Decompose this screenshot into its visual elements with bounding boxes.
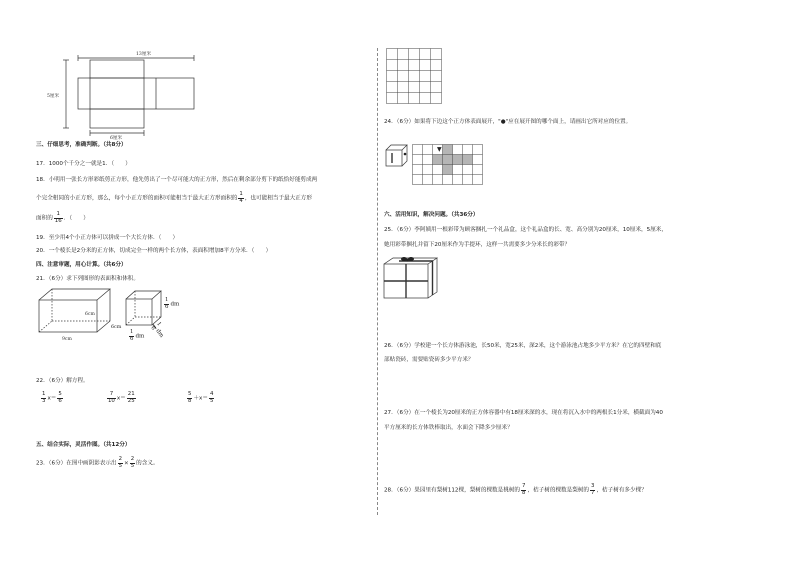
q28-text: 28．（6分）果园里有梨树112棵，梨树的棵数是桃树的 $\frac{7}{8}$ ，桔子树的棵数是梨树的 $\frac{3}{7}$ ，桔子树有多少棵？ xyxy=(384,483,647,496)
q25-line1: 25．（6分）李阿姨用一根彩带为顾客捆扎一个礼品盒，这个礼品盒的长、宽、高分别为20厘米，10厘米，5厘米， xyxy=(384,227,667,233)
q19-text: 19．至少用4个小正方体可以拼成一个大长方体．（ ） xyxy=(36,235,179,241)
q22-text: 22．（6分）解方程。 xyxy=(36,378,89,384)
section6-heading: 六、活用知识，解决问题。（共36分） xyxy=(384,212,479,218)
equation-1: $\frac{1}{3}$ x＝ $\frac{5}{6}$ xyxy=(42,391,62,404)
net-left-label: 5厘米 xyxy=(47,94,60,99)
q26-line1: 26．（6分）学校建一个长方体游泳池，长50米，宽25米，深2米，这个游泳池占地多少平方米？在它的四壁和底 xyxy=(384,343,662,349)
q25-line2: 她用彩带捆扎并留下20厘米作为手提环，这样一共需要多少分米长的彩带？ xyxy=(384,242,571,248)
net-diagram xyxy=(47,48,208,141)
cuboid-length-label: 9cm xyxy=(62,337,72,342)
cube-label-depth: 1 6 dm xyxy=(149,321,165,339)
cube-label-right: $\frac{1}{6}$ dm xyxy=(165,297,180,310)
cuboid-figure xyxy=(36,286,116,346)
grid-5x5 xyxy=(386,48,444,106)
equation-2: $\frac{7}{10}$ x＝ $\frac{21}{25}$ xyxy=(108,391,135,404)
q23-text: 23．（6分）在图中画阴影表示出 $\frac{2}{5}$ × $\frac{2}{5}$ 的含义。 xyxy=(36,456,159,469)
cuboid-depth-label: 6cm xyxy=(111,325,122,330)
q21-text: 21．（6分）求下列图形的表面积和体积。 xyxy=(36,276,139,282)
q20-text: 20．一个棱长是2分米的正方体，切成完全一样的两个长方体，表面积增加8平方分米．（ ） xyxy=(36,248,272,254)
q24-net-grid xyxy=(412,144,484,188)
section5-heading: 五、结合实际，灵活作图。（共12分） xyxy=(36,442,131,448)
q18-line3-a: 面积的 xyxy=(36,215,53,222)
q18-fraction-2: $\frac{1}{16}$ xyxy=(54,211,62,224)
q18-line2-a: 个完全相同的小正方形，那么，每个小正方形的面积可能相当于最大正方形面积的 xyxy=(36,195,238,202)
q24-text: 24．（6分）如果将下边这个正方体表面展开，"●"应在展开图的哪个面上，请画出它所对应的位置。 xyxy=(384,119,632,125)
cube-label-bottom: $\frac{1}{6}$ dm xyxy=(130,329,145,342)
q27-line2: 平方厘米的长方体铁棒取出，水面会下降多少厘米？ xyxy=(384,425,513,431)
q18-line2 xyxy=(36,192,312,204)
q18-line3-b: ．（ ） xyxy=(63,215,89,222)
cuboid-height-label: 6cm xyxy=(85,312,95,317)
q18-fraction-1: $\frac{1}{4}$ xyxy=(239,191,243,204)
column-divider xyxy=(377,48,378,515)
section4-heading: 四、注意审题，用心计算。（共6分） xyxy=(36,262,127,268)
net-top-label: 13厘米 xyxy=(136,52,152,57)
triangle-down-icon: ▼ xyxy=(437,146,442,153)
q17-text: 17．1000个千分之一就是1．（ ） xyxy=(36,161,131,167)
q26-line2: 部贴瓷砖，需要贴瓷砖多少平方米？ xyxy=(384,357,474,363)
q27-line1: 27．（6分）在一个棱长为20厘米的正方体容器中有18厘米深的水，现在将沉入水中的两根长1分米，横截面为40 xyxy=(384,410,663,416)
equation-3: $\frac{5}{8}$ ＋x＝ $\frac{4}{5}$ xyxy=(188,391,214,404)
q18-line3 xyxy=(36,212,89,224)
gift-box-figure xyxy=(383,254,439,300)
q18-line2-b: ，也可能相当于最大正方形 xyxy=(244,195,312,202)
section3-heading: 三、仔细思考，准确判断。（共8分） xyxy=(36,142,127,148)
q18-line1: 18．小明用一张长方形彩纸剪正方形，他先剪出了一个尽可能大的正方形，然后在剩余部分剪下的纸恰好能剪成两 xyxy=(36,177,318,183)
net-bottom-label: 6厘米 xyxy=(110,136,123,141)
q24-cube xyxy=(385,144,411,168)
